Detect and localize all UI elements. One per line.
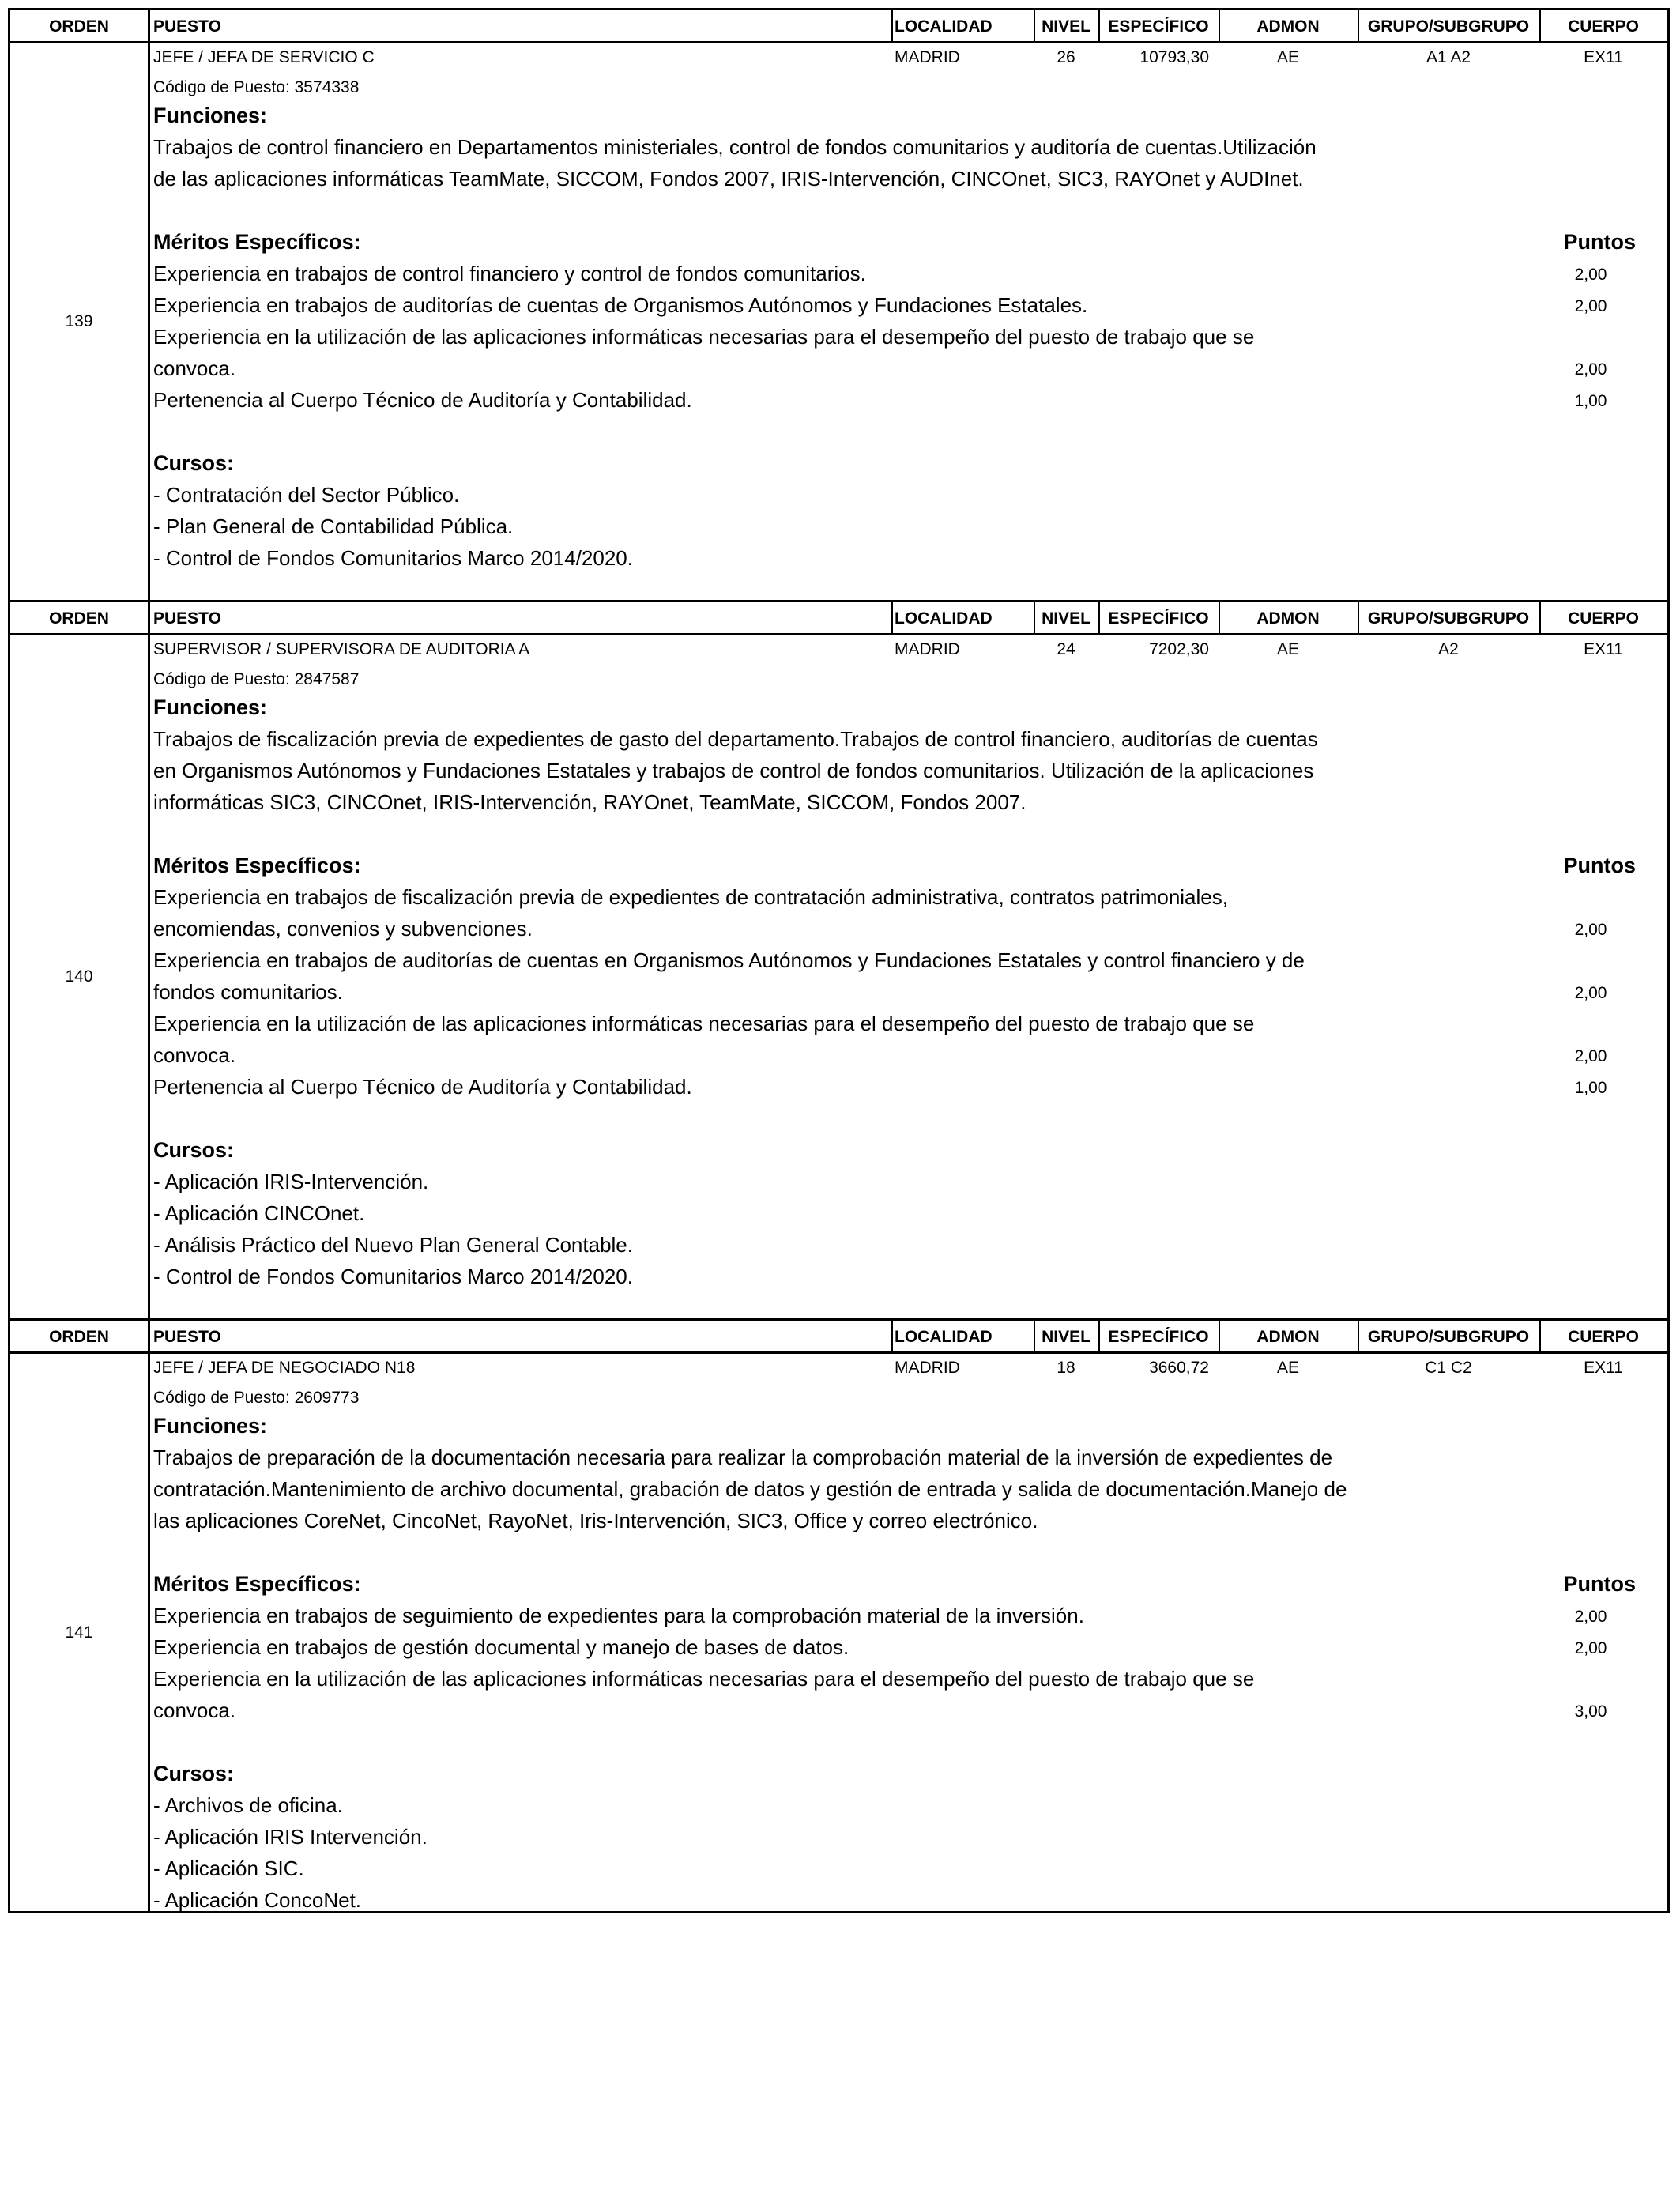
orden-divider (148, 635, 150, 1318)
header-divider (1219, 10, 1220, 41)
header-divider (148, 1321, 150, 1351)
curso-line: - Control de Fondos Comunitarios Marco 2014/2020. (153, 1265, 633, 1288)
merito-puntos: 2,00 (1574, 1608, 1607, 1626)
header-divider (1098, 10, 1100, 41)
header-grupo: GRUPO/SUBGRUPO (1367, 1328, 1530, 1346)
funciones-heading: Funciones: (153, 696, 268, 719)
header-divider (1219, 602, 1220, 633)
cuerpo-value: EX11 (1584, 1359, 1623, 1377)
admon-value: AE (1276, 48, 1299, 66)
curso-line: - Archivos de oficina. (153, 1793, 343, 1817)
merito-line: fondos comunitarios. (153, 980, 343, 1004)
header-divider (1098, 1321, 1100, 1351)
header-divider (1358, 602, 1359, 633)
header-divider (1539, 10, 1541, 41)
header-grupo: GRUPO/SUBGRUPO (1367, 17, 1530, 36)
admon-value: AE (1276, 640, 1299, 658)
position-block (8, 8, 1670, 602)
cursos-heading: Cursos: (153, 451, 235, 475)
position-block (8, 1318, 1670, 1913)
merito-line: Experiencia en la utilización de las aplicaciones informáticas necesarias para el desempeño del puesto de trabajo que se (153, 1667, 1255, 1691)
admon-value: AE (1276, 1359, 1299, 1377)
merito-puntos: 2,00 (1574, 984, 1607, 1002)
position-block (8, 600, 1670, 1321)
header-admon: ADMON (1256, 1328, 1320, 1346)
header-divider (1098, 602, 1100, 633)
merito-line: encomiendas, convenios y subvenciones. (153, 917, 533, 941)
header-localidad: LOCALIDAD (895, 1328, 993, 1346)
meritos-heading: Méritos Específicos: (153, 854, 361, 877)
merito-puntos: 2,00 (1574, 1639, 1607, 1657)
funciones-heading: Funciones: (153, 104, 268, 127)
merito-line: convoca. (153, 1043, 236, 1067)
table-header-row (10, 1321, 1667, 1354)
puntos-heading: Puntos (1563, 230, 1636, 254)
curso-line: - Contratación del Sector Público. (153, 483, 460, 507)
cursos-heading: Cursos: (153, 1138, 235, 1162)
orden-number: 141 (65, 1623, 93, 1642)
header-divider (148, 10, 150, 41)
merito-line: Experiencia en trabajos de auditorías de cuentas de Organismos Autónomos y Fundaciones Estatales. (153, 293, 1088, 317)
header-orden: ORDEN (49, 17, 109, 36)
orden-number: 139 (65, 312, 93, 330)
header-divider (891, 10, 893, 41)
header-nivel: NIVEL (1042, 17, 1090, 36)
header-especifico: ESPECÍFICO (1108, 609, 1209, 628)
codigo-puesto: Código de Puesto: 2847587 (153, 670, 360, 688)
header-orden: ORDEN (49, 1328, 109, 1346)
table-header-row (10, 602, 1667, 635)
header-puesto: PUESTO (153, 609, 221, 628)
header-divider (1219, 1321, 1220, 1351)
merito-line: Experiencia en trabajos de gestión documental y manejo de bases de datos. (153, 1635, 849, 1659)
localidad-value: MADRID (895, 640, 960, 658)
merito-line: Experiencia en trabajos de control financiero y control de fondos comunitarios. (153, 262, 866, 285)
puntos-heading: Puntos (1563, 854, 1636, 877)
curso-line: - Aplicación CINCOnet. (153, 1201, 365, 1225)
header-especifico: ESPECÍFICO (1108, 1328, 1209, 1346)
header-divider (148, 602, 150, 633)
funciones-line: Trabajos de fiscalización previa de expedientes de gasto del departamento.Trabajos de control financiero, auditorías de cuentas (153, 727, 1318, 751)
header-divider (1358, 1321, 1359, 1351)
header-divider (1034, 10, 1035, 41)
header-localidad: LOCALIDAD (895, 17, 993, 36)
merito-line: Experiencia en trabajos de fiscalización previa de expedientes de contratación administrativa, contratos patrimoniales, (153, 885, 1228, 909)
funciones-line: Trabajos de control financiero en Departamentos ministeriales, control de fondos comunitarios y auditoría de cuentas.Utilización (153, 135, 1317, 159)
funciones-line: las aplicaciones CoreNet, CincoNet, RayoNet, Iris-Intervención, SIC3, Office y correo electrónico. (153, 1509, 1038, 1532)
especifico-value: 10793,30 (1139, 48, 1209, 66)
funciones-heading: Funciones: (153, 1414, 268, 1438)
merito-puntos: 2,00 (1574, 360, 1607, 379)
header-divider (1034, 1321, 1035, 1351)
curso-line: - Aplicación IRIS Intervención. (153, 1825, 428, 1849)
localidad-value: MADRID (895, 1359, 960, 1377)
merito-line: convoca. (153, 356, 236, 380)
orden-divider (148, 1354, 150, 1911)
orden-number: 140 (65, 967, 93, 986)
header-divider (1358, 10, 1359, 41)
header-cuerpo: CUERPO (1568, 609, 1639, 628)
curso-line: - Plan General de Contabilidad Pública. (153, 515, 514, 538)
curso-line: - Aplicación IRIS-Intervención. (153, 1170, 429, 1193)
funciones-line: informáticas SIC3, CINCOnet, IRIS-Intervención, RAYOnet, TeamMate, SICCOM, Fondos 2007. (153, 790, 1026, 814)
position-details (10, 635, 1667, 1318)
header-cuerpo: CUERPO (1568, 17, 1639, 36)
merito-line: Pertenencia al Cuerpo Técnico de Auditoría y Contabilidad. (153, 388, 692, 412)
header-admon: ADMON (1256, 609, 1320, 628)
curso-line: - Análisis Práctico del Nuevo Plan General Contable. (153, 1233, 633, 1257)
merito-puntos: 2,00 (1574, 266, 1607, 284)
grupo-value: A1 A2 (1426, 48, 1471, 66)
header-divider (891, 1321, 893, 1351)
merito-line: convoca. (153, 1698, 236, 1722)
merito-puntos: 2,00 (1574, 297, 1607, 315)
funciones-line: en Organismos Autónomos y Fundaciones Estatales y trabajos de control de fondos comunitarios. Utilización de la aplicaciones (153, 759, 1314, 782)
cuerpo-value: EX11 (1584, 48, 1623, 66)
nivel-value: 24 (1057, 640, 1075, 658)
header-localidad: LOCALIDAD (895, 609, 993, 628)
header-orden: ORDEN (49, 609, 109, 628)
merito-line: Experiencia en la utilización de las aplicaciones informáticas necesarias para el desempeño del puesto de trabajo que se (153, 325, 1255, 349)
orden-divider (148, 43, 150, 600)
header-puesto: PUESTO (153, 17, 221, 36)
nivel-value: 26 (1057, 48, 1075, 66)
merito-puntos: 2,00 (1574, 1047, 1607, 1065)
header-divider (891, 602, 893, 633)
merito-line: Experiencia en trabajos de seguimiento de expedientes para la comprobación material de la inversión. (153, 1604, 1084, 1627)
merito-puntos: 1,00 (1574, 392, 1607, 410)
puntos-heading: Puntos (1563, 1572, 1636, 1596)
header-admon: ADMON (1256, 17, 1320, 36)
localidad-value: MADRID (895, 48, 960, 66)
nivel-value: 18 (1057, 1359, 1075, 1377)
curso-line: - Aplicación ConcoNet. (153, 1888, 362, 1912)
position-details (10, 1354, 1667, 1911)
merito-puntos: 2,00 (1574, 921, 1607, 939)
funciones-line: Trabajos de preparación de la documentación necesaria para realizar la comprobación material de la inversión de expedientes de (153, 1446, 1333, 1469)
header-nivel: NIVEL (1042, 1328, 1090, 1346)
header-divider (1539, 1321, 1541, 1351)
grupo-value: C1 C2 (1425, 1359, 1472, 1377)
header-puesto: PUESTO (153, 1328, 221, 1346)
merito-line: Experiencia en la utilización de las aplicaciones informáticas necesarias para el desempeño del puesto de trabajo que se (153, 1012, 1255, 1035)
merito-line: Experiencia en trabajos de auditorías de cuentas en Organismos Autónomos y Fundaciones Estatales y control financiero y de (153, 948, 1305, 972)
meritos-heading: Méritos Específicos: (153, 230, 361, 254)
codigo-puesto: Código de Puesto: 3574338 (153, 78, 360, 96)
positions-table (8, 8, 1670, 1913)
cursos-heading: Cursos: (153, 1762, 235, 1785)
header-divider (1539, 602, 1541, 633)
header-divider (1034, 602, 1035, 633)
codigo-puesto: Código de Puesto: 2609773 (153, 1389, 360, 1407)
merito-line: Pertenencia al Cuerpo Técnico de Auditoría y Contabilidad. (153, 1075, 692, 1099)
header-cuerpo: CUERPO (1568, 1328, 1639, 1346)
merito-puntos: 3,00 (1574, 1702, 1607, 1721)
merito-puntos: 1,00 (1574, 1079, 1607, 1097)
puesto-value: JEFE / JEFA DE SERVICIO C (153, 48, 375, 66)
position-details (10, 43, 1667, 600)
header-especifico: ESPECÍFICO (1108, 17, 1209, 36)
especifico-value: 3660,72 (1149, 1359, 1209, 1377)
curso-line: - Control de Fondos Comunitarios Marco 2014/2020. (153, 546, 633, 570)
puesto-value: JEFE / JEFA DE NEGOCIADO N18 (153, 1359, 416, 1377)
funciones-line: contratación.Mantenimiento de archivo documental, grabación de datos y gestión de entrada y salida de documentación.Manejo de (153, 1477, 1347, 1501)
especifico-value: 7202,30 (1149, 640, 1209, 658)
puesto-value: SUPERVISOR / SUPERVISORA DE AUDITORIA A (153, 640, 530, 658)
header-nivel: NIVEL (1042, 609, 1090, 628)
table-header-row (10, 10, 1667, 43)
meritos-heading: Méritos Específicos: (153, 1572, 361, 1596)
cuerpo-value: EX11 (1584, 640, 1623, 658)
funciones-line: de las aplicaciones informáticas TeamMate, SICCOM, Fondos 2007, IRIS-Intervención, CINCOnet, SIC3, RAYOnet y AUDInet. (153, 167, 1304, 190)
curso-line: - Aplicación SIC. (153, 1857, 304, 1880)
header-grupo: GRUPO/SUBGRUPO (1367, 609, 1530, 628)
grupo-value: A2 (1438, 640, 1459, 658)
